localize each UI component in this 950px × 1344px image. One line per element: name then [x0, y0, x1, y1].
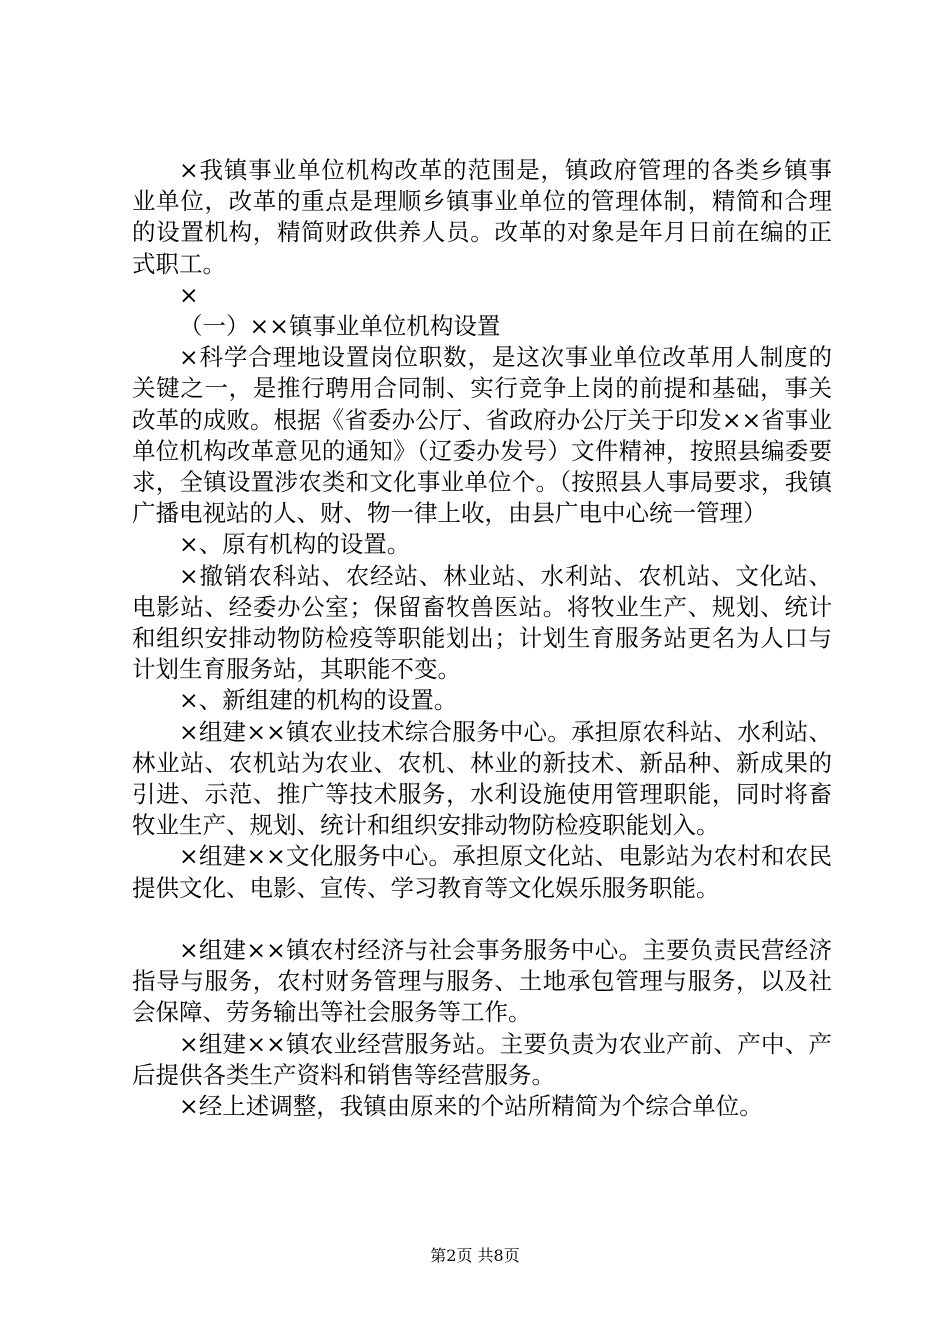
paragraph-scope: ×我镇事业单位机构改革的范围是，镇政府管理的各类乡镇事业单位，改革的重点是理顺乡镇事业单位的管理体制，精简和合理的设置机构，精简财政供养人员。改革的对象是年月日前在编的正式职工。	[132, 156, 832, 278]
section-heading: （一）××镇事业单位机构设置	[179, 312, 501, 341]
paragraph-gap	[132, 904, 832, 935]
paragraph-positions: ×科学合理地设置岗位职数，是这次事业单位改革用人制度的关键之一，是推行聘用合同制、实行竞争上岗的前提和基础，事关改革的成败。根据《省委办公厅、省政府办公厅关于印发××省事业单位机构改革意见的通知》（辽委办发号）文件精神，按照县编委要求，全镇设置涉农类和文化事业单位个。（按照县人事局要求，我镇广播电视站的人、财、物一律上收，由县广电中心统一管理）	[132, 343, 832, 528]
paragraph-agri-tech-center: ×组建××镇农业技术综合服务中心。承担原农科站、水利站、林业站、农机站为农业、农机、林业的新技术、新品种、新成果的引进、示范、推广等技术服务，水利设施使用管理职能，同时将畜牧业生产、规划、统计和组织安排动物防检疫职能划入。	[132, 717, 832, 840]
paragraph-abolish: ×撤销农科站、农经站、林业站、水利站、农机站、文化站、电影站、经委办公室；保留畜牧兽医站。将牧业生产、规划、统计和组织安排动物防检疫等职能划出；计划生育服务站更名为人口与计划生育服务站，其职能不变。	[132, 561, 832, 684]
paragraph-agri-business-station: ×组建××镇农业经营服务站。主要负责为农业产前、产中、产后提供各类生产资料和销售等经营服务。	[132, 1029, 832, 1089]
paragraph-summary: ×经上述调整，我镇由原来的个站所精简为个综合单位。	[179, 1092, 763, 1121]
paragraph-marker: ×	[179, 280, 199, 309]
paragraph-culture-center: ×组建××文化服务中心。承担原文化站、电影站为农村和农民提供文化、电影、宣传、学习教育等文化娱乐服务职能。	[132, 842, 832, 902]
subheading-new-institutions: ×、新组建的机构的设置。	[179, 686, 458, 715]
paragraph-economy-center: ×组建××镇农村经济与社会事务服务中心。主要负责民营经济指导与服务，农村财务管理与服务、土地承包管理与服务，以及社会保障、劳务输出等社会服务等工作。	[132, 936, 832, 1027]
subheading-original-institutions: ×、原有机构的设置。	[179, 530, 411, 559]
page-footer: 第2页 共8页	[430, 1246, 520, 1265]
document-body	[132, 155, 832, 1122]
